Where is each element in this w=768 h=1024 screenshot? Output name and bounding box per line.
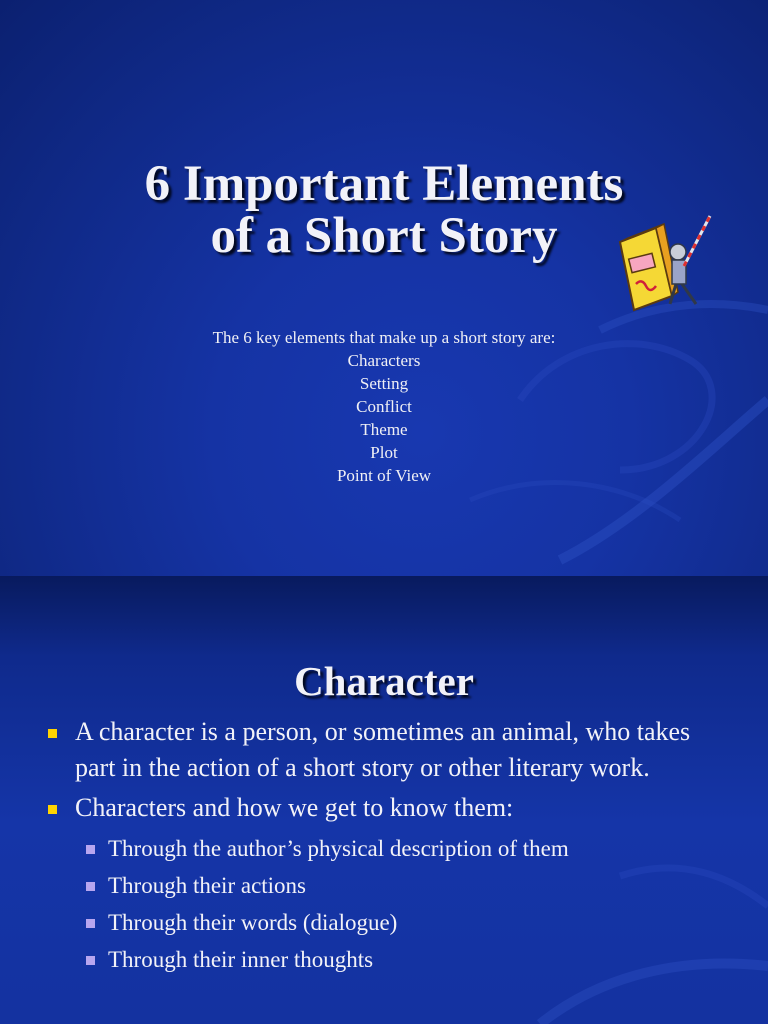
- element-item-conflict: Conflict: [356, 397, 412, 416]
- square-bullet-icon: [48, 805, 57, 814]
- square-bullet-icon: [86, 845, 95, 854]
- sub-bullet-item: [0, 904, 768, 941]
- sub-bullet-item: [0, 941, 768, 978]
- sub-bullet-item: [0, 830, 768, 867]
- character-bullet-list: [0, 714, 768, 978]
- element-item-plot: Plot: [370, 443, 398, 462]
- book-knight-clipart-icon: [612, 212, 722, 322]
- bullet-text: Characters and how we get to know them:: [75, 793, 514, 822]
- elements-intro: [0, 326, 768, 487]
- square-bullet-icon: [86, 919, 95, 928]
- sub-bullet-text: Through their actions: [108, 873, 307, 898]
- sub-bullet-text: Through the author’s physical description of them: [108, 836, 569, 861]
- element-item-theme: Theme: [360, 420, 408, 439]
- bullet-item: [0, 714, 725, 786]
- bullet-text: A character is a person, or sometimes an animal, who takes part in the action of a short story or other literary work.: [75, 717, 691, 782]
- sub-bullet-item: [0, 867, 768, 904]
- slide-character-heading: Character: [294, 658, 474, 705]
- sub-bullet-text: Through their inner thoughts: [108, 947, 374, 972]
- bullet-item: [0, 790, 725, 826]
- element-item-setting: Setting: [359, 374, 409, 393]
- intro-text: The 6 key elements that make up a short story are:: [212, 328, 556, 347]
- element-item-point-of-view: Point of View: [336, 466, 432, 485]
- title-line-1: 6 Important Elements: [144, 156, 624, 212]
- sub-bullet-text: Through their words (dialogue): [108, 910, 398, 935]
- square-bullet-icon: [48, 729, 57, 738]
- square-bullet-icon: [86, 882, 95, 891]
- square-bullet-icon: [86, 956, 95, 965]
- title-line-2: of a Short Story: [210, 208, 558, 264]
- element-item-characters: Characters: [347, 351, 421, 370]
